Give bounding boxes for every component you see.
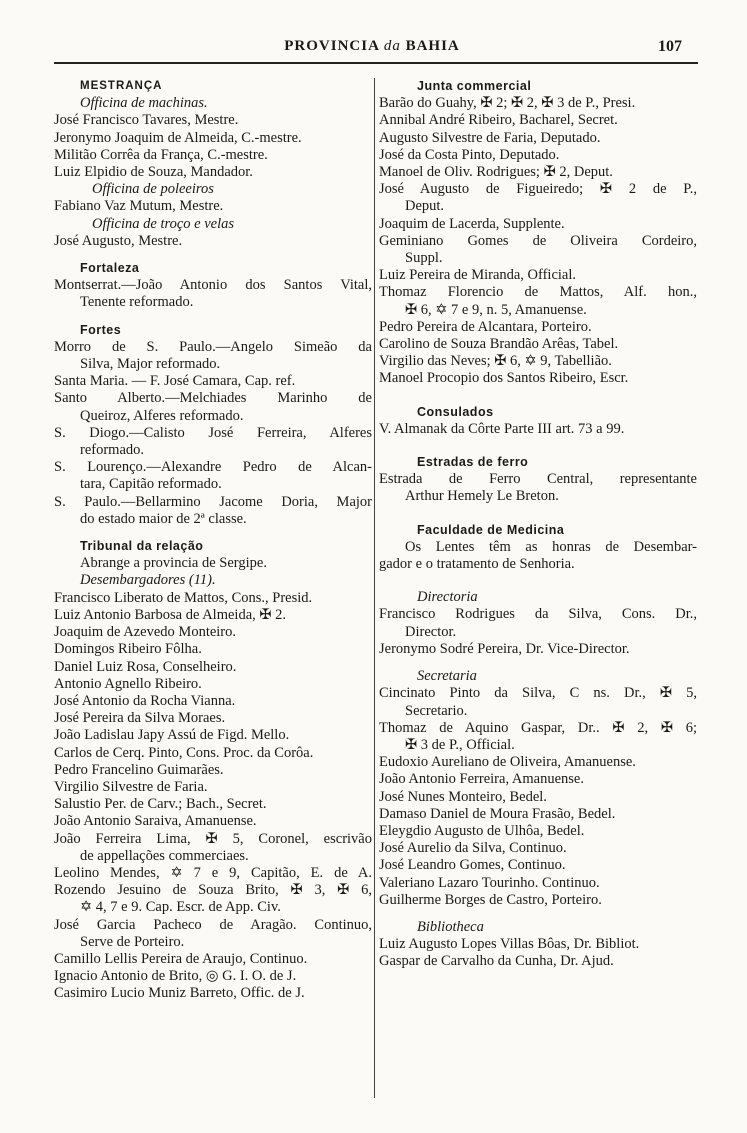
right-line: João Antonio Ferreira, Amanuense. [379,771,584,788]
right-line: José Aurelio da Silva, Continuo. [379,840,567,857]
right-line: Luiz Augusto Lopes Villas Bôas, Dr. Bibliot. [379,936,640,953]
right-column [379,78,697,971]
left-line: S. Lourenço.—Alexandre Pedro de Alcan- [54,459,372,476]
left-line: reformado. [80,442,145,459]
right-line: José Leandro Gomes, Continuo. [379,857,566,874]
right-spacer [379,388,697,404]
right-line: Suppl. [405,250,443,267]
left-line: S. Diogo.—Calisto José Ferreira, Alferes [54,424,372,441]
right-heading: Faculdade de Medicina [417,522,565,537]
left-line: do estado maior de 2ª classe. [80,510,247,527]
right-heading: Estradas de ferro [417,455,529,470]
right-heading: Bibliotheca [417,918,484,935]
right-line: Os Lentes têm as honras de Desembar- [405,538,697,555]
title-da: da [383,38,401,54]
right-line: Barão do Guahy, ✠ 2; ✠ 2, ✠ 3 de P., Presi. [379,95,636,112]
left-line: Queiroz, Alferes reformado. [80,407,244,424]
right-line: Eudoxio Aureliano de Oliveira, Amanuense. [379,754,636,771]
page-number: 107 [658,38,682,55]
left-heading: Officina de troço e velas [92,215,235,232]
right-spacer [379,438,697,454]
right-line: Manoel Procopio dos Santos Ribeiro, Escr. [379,370,629,387]
left-heading: Officina de machinas. [80,95,208,112]
left-line: José Francisco Tavares, Mestre. [54,112,239,129]
right-line: Arthur Hemely Le Breton. [405,488,559,505]
left-line: Fabiano Vaz Mutum, Mestre. [54,198,224,215]
right-spacer [379,573,697,589]
left-line: João Ferreira Lima, ✠ 5, Coronel, escrivão [54,830,372,847]
right-spacer [379,658,697,668]
right-line: ✠ 3 de P., Official. [405,736,515,753]
right-line: gador e o tratamento de Senhoria. [379,556,575,573]
right-line: Gaspar de Carvalho da Cunha, Dr. Ajud. [379,953,614,970]
right-spacer [379,506,697,522]
right-line: Manoel de Oliv. Rodrigues; ✠ 2, Deput. [379,164,613,181]
left-line: Francisco Liberato de Mattos, Cons., Presid. [54,589,313,606]
left-line: Ignacio Antonio de Brito, ◎ G. I. O. de J. [54,968,297,985]
left-line: ✡ 4, 7 e 9. Cap. Escr. de App. Civ. [80,899,281,916]
right-line: Francisco Rodrigues da Silva, Cons. Dr., [379,606,697,623]
right-line: ✠ 6, ✡ 7 e 9, n. 5, Amanuense. [405,301,587,318]
right-line: Cincinato Pinto da Silva, C ns. Dr., ✠ 5, [379,685,697,702]
left-line: Antonio Agnello Ribeiro. [54,675,202,692]
left-line: Salustio Per. de Carv.; Bach., Secret. [54,796,267,813]
left-line: Virgilio Silvestre de Faria. [54,778,208,795]
left-spacer [54,312,372,322]
left-heading: MESTRANÇA [80,80,163,92]
right-line: Pedro Pereira de Alcantara, Porteiro. [379,318,592,335]
left-line: Domingos Ribeiro Fôlha. [54,641,202,658]
right-line: Jeronymo Sodré Pereira, Dr. Vice-Director. [379,640,630,657]
right-line: Valeriano Lazaro Tourinho. Continuo. [379,874,600,891]
left-line: Jeronymo Joaquim de Almeida, C.-mestre. [54,129,302,146]
right-spacer [379,909,697,919]
left-line: Serve de Porteiro. [80,933,185,950]
left-line: Rozendo Jesuino de Souza Brito, ✠ 3, ✠ 6, [54,882,372,899]
left-line: Tenente reformado. [80,294,194,311]
left-line: Leolino Mendes, ✡ 7 e 9, Capitão, E. de A. [54,864,372,881]
left-line: Montserrat.—João Antonio dos Santos Vital, [54,277,372,294]
right-line: Thomaz de Aquino Gaspar, Dr.. ✠ 2, ✠ 6; [379,719,697,736]
right-line: José Nunes Monteiro, Bedel. [379,788,547,805]
title-bahia: BAHIA [405,38,460,54]
running-title [62,38,682,55]
right-line: Carolino de Souza Brandão Arêas, Tabel. [379,336,619,353]
left-line: Pedro Francelino Guimarães. [54,761,224,778]
left-heading: Fortaleza [80,261,140,276]
right-line: Annibal André Ribeiro, Bacharel, Secret. [379,112,618,129]
right-line: Eleygdio Augusto de Ulhôa, Bedel. [379,822,585,839]
left-line: José Garcia Pacheco de Aragão. Continuo, [54,916,372,933]
left-line: Morro de S. Paulo.—Angelo Simeão da [54,338,372,355]
right-line: Damaso Daniel de Moura Frasão, Bedel. [379,805,616,822]
left-line: Santa Maria. — F. José Camara, Cap. ref. [54,373,296,390]
left-line: de appellações commerciaes. [80,847,249,864]
column-divider [374,78,375,1098]
right-line: V. Almanak da Côrte Parte III art. 73 a 99. [379,420,625,437]
right-line: José Augusto de Figueiredo; ✠ 2 de P., [379,181,697,198]
left-line: Camillo Lellis Pereira de Araujo, Continuo. [54,950,308,967]
right-line: Thomaz Florencio de Mattos, Alf. hon., [379,284,697,301]
right-line: Director. [405,623,457,640]
left-line: S. Paulo.—Bellarmino Jacome Doria, Major [54,493,372,510]
left-line: José Antonio da Rocha Vianna. [54,692,236,709]
right-line: Secretario. [405,702,468,719]
title-province: PROVINCIA [284,38,380,54]
left-line: Casimiro Lucio Muniz Barreto, Offic. de J. [54,985,305,1002]
right-line: José da Costa Pinto, Deputado. [379,146,560,163]
right-line: Guilherme Borges de Castro, Porteiro. [379,891,602,908]
right-line: Virgilio das Neves; ✠ 6, ✡ 9, Tabellião. [379,353,612,370]
left-line: Joaquim de Azevedo Monteiro. [54,624,237,641]
left-heading: Officina de poleeiros [92,181,214,198]
left-line: Militão Corrêa da França, C.-mestre. [54,146,268,163]
header-rule [54,62,698,64]
right-line: Estrada de Ferro Central, representante [379,471,697,488]
left-line: tara, Capitão reformado. [80,476,222,493]
left-line: Santo Alberto.—Melchiades Marinho de [54,390,372,407]
left-line: Luiz Elpidio de Souza, Mandador. [54,164,253,181]
left-column [54,78,372,1003]
right-line: Deput. [405,198,445,215]
left-line: Daniel Luiz Rosa, Conselheiro. [54,658,237,675]
right-line: Geminiano Gomes de Oliveira Cordeiro, [379,232,697,249]
left-line: Carlos de Cerq. Pinto, Cons. Proc. da Corôa. [54,744,314,761]
right-heading: Directoria [417,589,478,606]
left-heading: Fortes [80,322,122,337]
left-heading: Tribunal da relação [80,539,204,554]
left-heading: Desembargadores (11). [80,572,216,589]
left-line: João Antonio Saraiva, Amanuense. [54,813,257,830]
left-line: José Augusto, Mestre. [54,232,183,249]
left-line: José Pereira da Silva Moraes. [54,710,226,727]
right-heading: Secretaria [417,668,477,685]
right-heading: Junta commercial [417,79,532,93]
running-header [62,38,682,62]
left-spacer [54,250,372,260]
right-heading: Consulados [417,404,494,419]
right-line: Joaquim de Lacerda, Supplente. [379,215,565,232]
left-line: Silva, Major reformado. [80,356,221,373]
left-line: Abrange a provincia de Sergipe. [80,555,267,572]
right-line: Augusto Silvestre de Faria, Deputado. [379,129,601,146]
left-line: João Ladislau Japy Assú de Figd. Mello. [54,727,290,744]
left-spacer [54,528,372,538]
left-line: Luiz Antonio Barbosa de Almeida, ✠ 2. [54,606,287,623]
right-line: Luiz Pereira de Miranda, Official. [379,267,577,284]
